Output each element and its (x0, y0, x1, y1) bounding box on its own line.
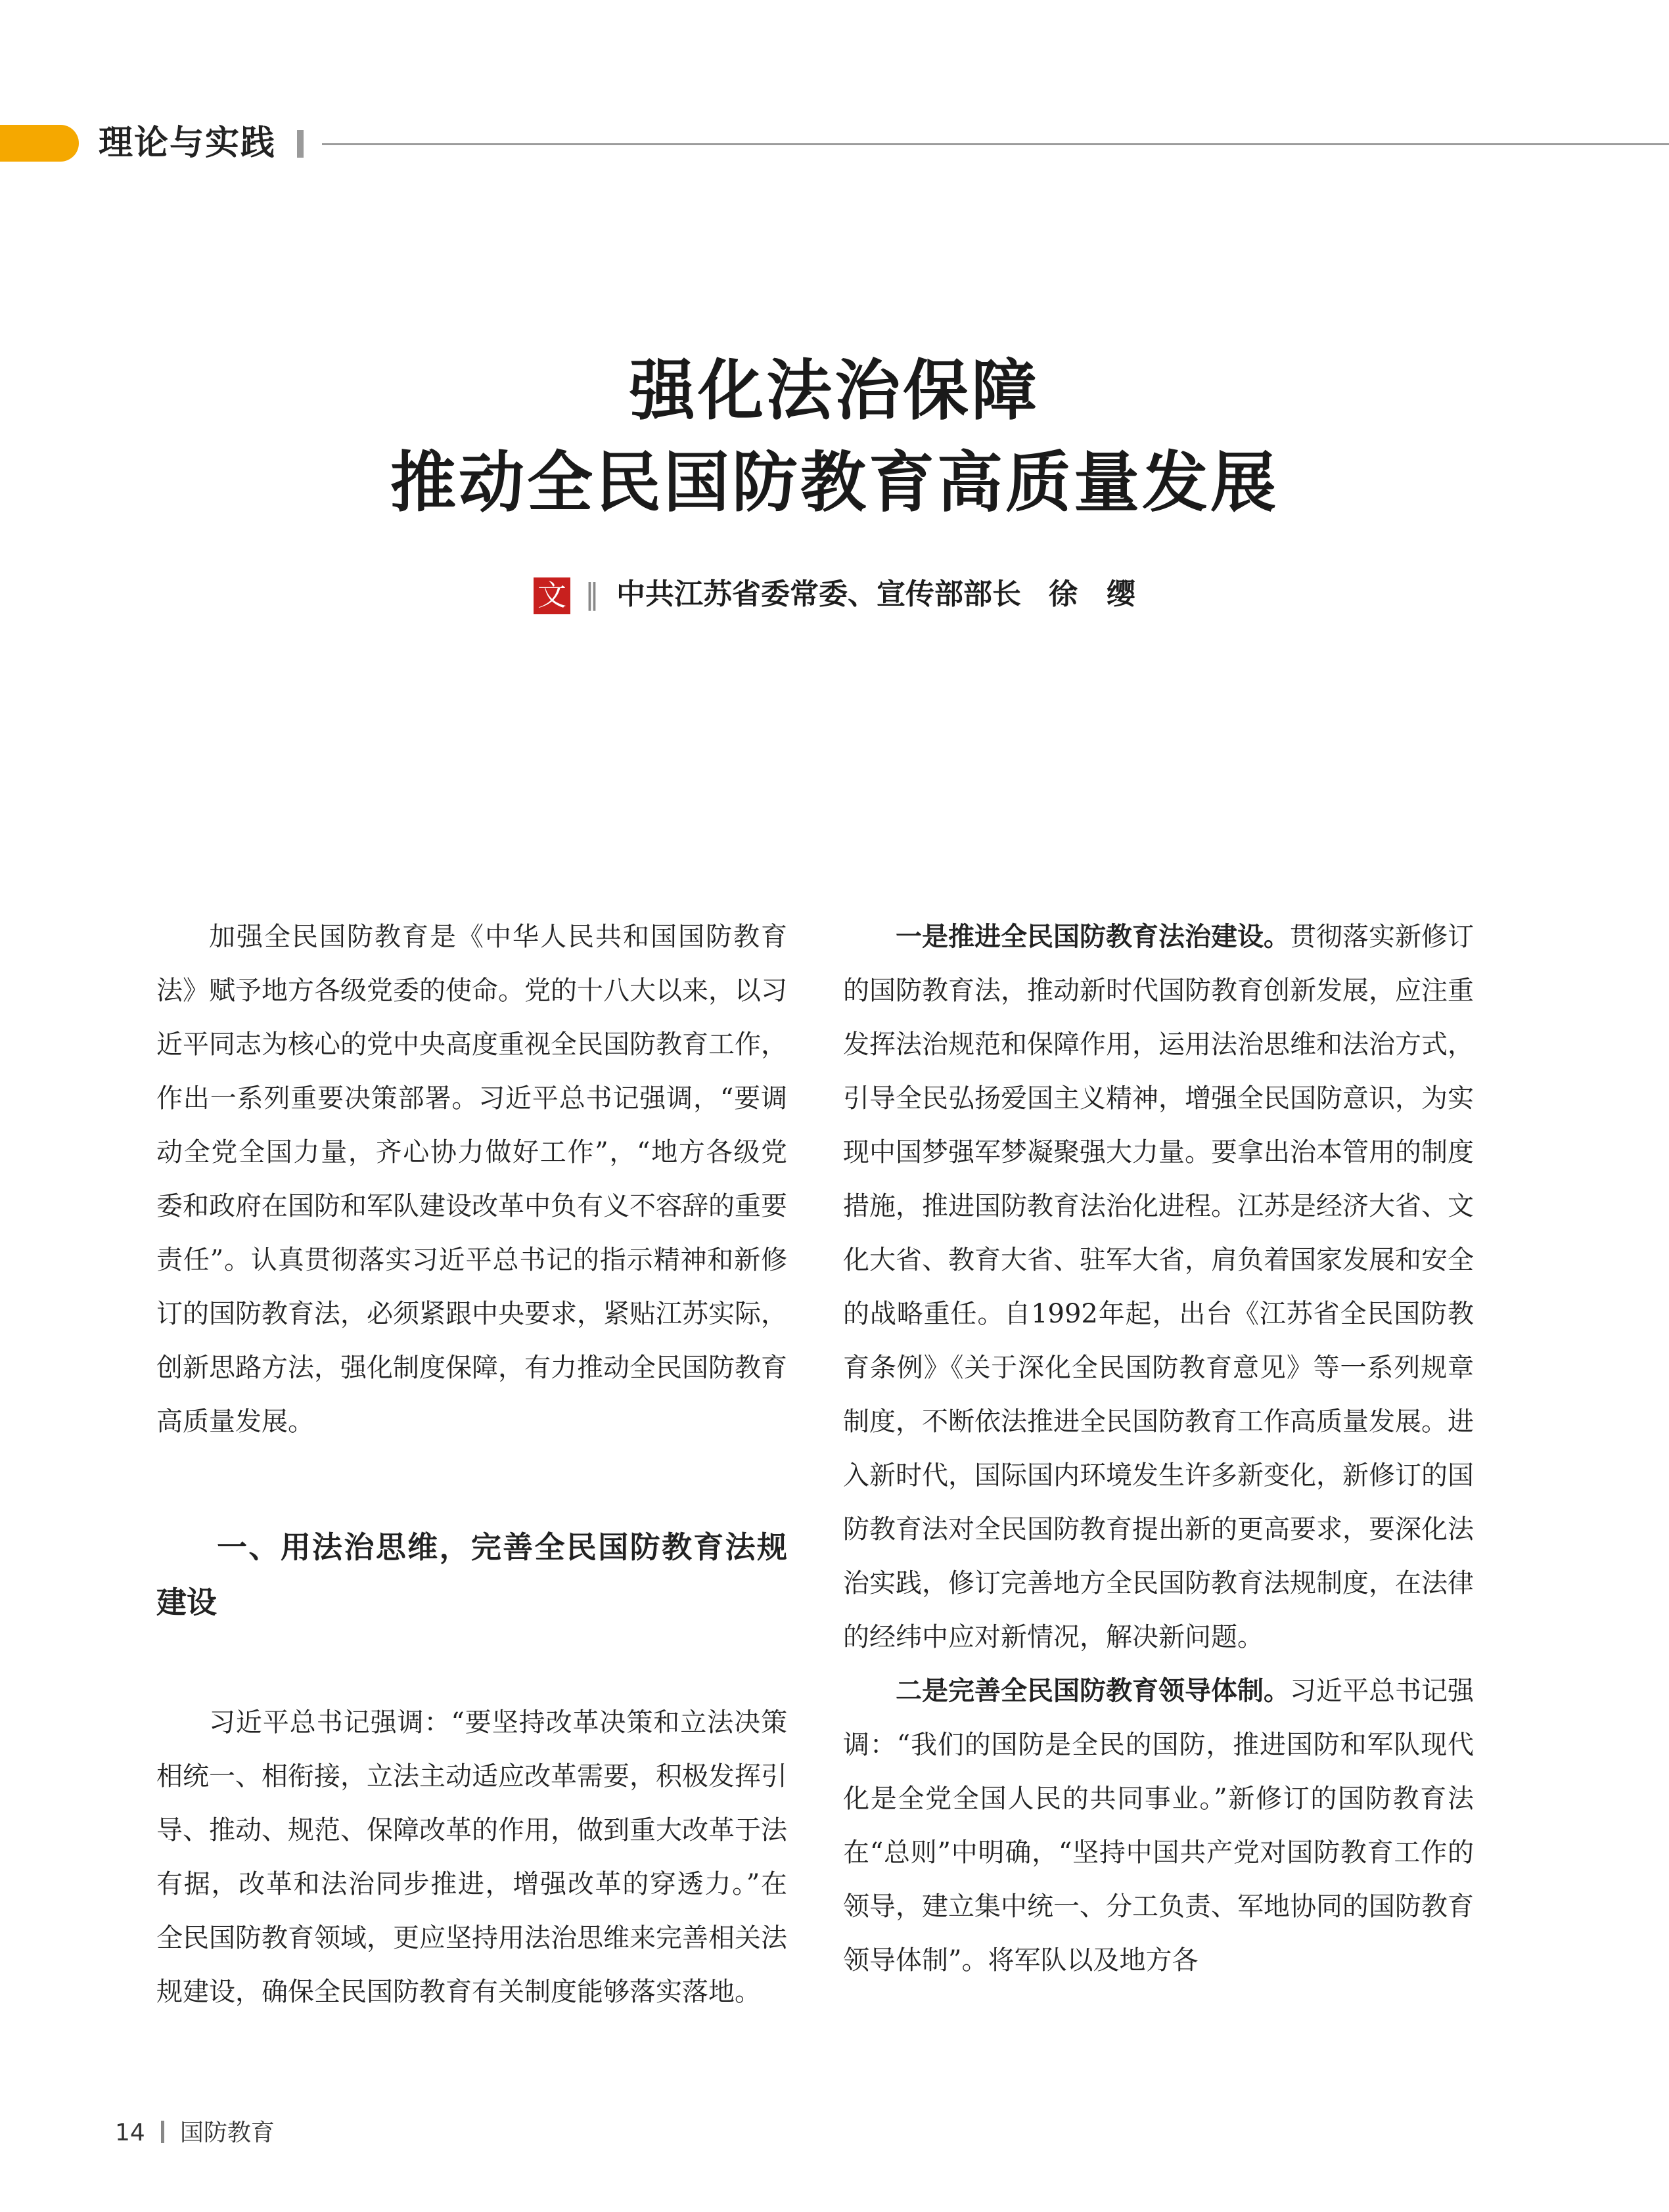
intro-paragraph: 加强全民国防教育是《中华人民共和国国防教育法》赋予地方各级党委的使命。党的十八大以来，以习近平同志为核心的党中央高度重视全民国防教育工作，作出一系列重要决策部署。习近平总书记强调，“要调动全党全国力量，齐心协力做好工作”，“地方各级党委和政府在国防和军队建设改革中负有义不容辞的重要责任”。认真贯彻落实习近平总书记的指示精神和新修订的国防教育法，必须紧跟中央要求，紧贴江苏实际，创新思路方法，强化制度保障，有力推动全民国防教育高质量发展。 (156, 922, 787, 1437)
point-2-paragraph (843, 1664, 1474, 1987)
author-title: 中共江苏省委常委、宣传部部长 (616, 577, 1021, 611)
point-2-text: 习近平总书记强调：“我们的国防是全民的国防，推进国防和军队现代化是全党全国人民的共同事业。”新修订的国防教育法在“总则”中明确，“坚持中国共产党对国防教育工作的领导，建立集中统一、分工负责、军地协同的国防教育领导体制”。将军队以及地方各 (843, 1676, 1474, 1975)
left-column (156, 910, 787, 2019)
page-footer (115, 2117, 275, 2150)
point-1-text: 贯彻落实新修订的国防教育法，推动新时代国防教育创新发展，应注重发挥法治规范和保障作用，运用法治思维和法治方式，引导全民弘扬爱国主义精神，增强全民国防意识，为实现中国梦强军梦凝聚强大力量。要拿出治本管用的制度措施，推进国防教育法治化进程。江苏是经济大省、文化大省、教育大省、驻军大省，肩负着国家发展和安全的战略重任。自1992年起，出台《江苏省全民国防教育条例》《关于深化全民国防教育意见》等一系列规章制度，不断依法推进全民国防教育工作高质量发展。进入新时代，国际国内环境发生许多新变化，新修订的国防教育法对全民国防教育提出新的更高要求，要深化法治实践，修订完善地方全民国防教育法规制度，在法律的经纬中应对新情况，解决新问题。 (843, 922, 1474, 1652)
section-accent-pill (0, 125, 79, 162)
byline-separator: ‖ (585, 577, 599, 611)
footer-divider (161, 2121, 164, 2143)
byline-badge: 文 (534, 577, 570, 614)
author-name: 徐 缨 (1049, 577, 1135, 611)
publication-name: 国防教育 (179, 2119, 275, 2146)
header-rule (322, 143, 1669, 145)
point-1-lead: 一是推进全民国防教育法治建设。 (896, 922, 1290, 952)
section-heading-1: 一、用法治思维，完善全民国防教育法规建设 (156, 1529, 787, 1620)
right-column (843, 910, 1474, 1987)
article-title-line-1: 强化法治保障 (629, 352, 1040, 429)
article-title-line-2: 推动全民国防教育高质量发展 (390, 444, 1279, 521)
point-1-paragraph (843, 910, 1474, 1664)
section-label: 理论与实践 (99, 124, 277, 163)
byline (0, 573, 1669, 616)
point-2-lead: 二是完善全民国防教育领导体制。 (896, 1676, 1290, 1706)
page-number: 14 (115, 2119, 145, 2146)
section-label-divider (297, 130, 304, 158)
section-1-paragraph: 习近平总书记强调：“要坚持改革决策和立法决策相统一、相衔接，立法主动适应改革需要，积极发挥引导、推动、规范、保障改革的作用，做到重大改革于法有据，改革和法治同步推进，增强改革的穿透力。”在全民国防教育领域，更应坚持用法治思维来完善相关法规建设，确保全民国防教育有关制度能够落实落地。 (156, 1707, 787, 2007)
